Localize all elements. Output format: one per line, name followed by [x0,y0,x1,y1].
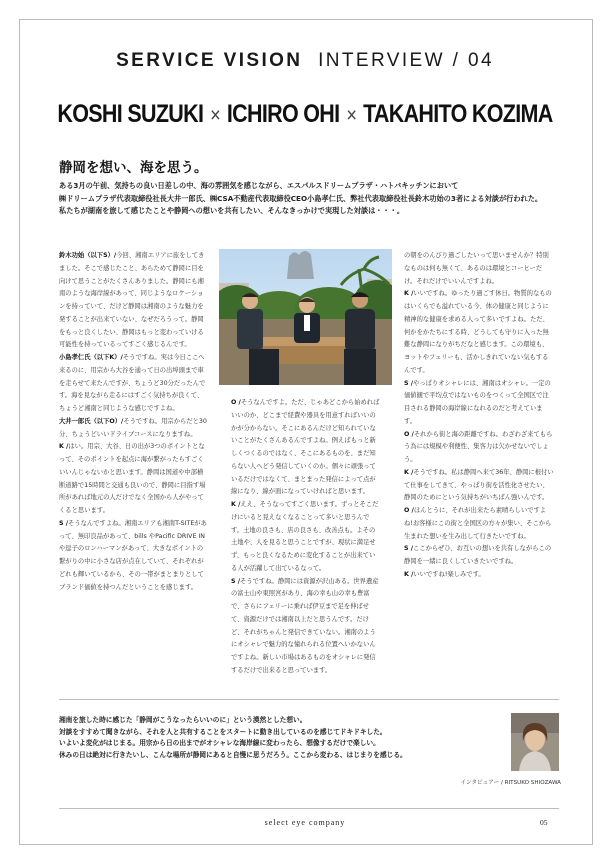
dialogue-paragraph [404,429,554,467]
dialogue-paragraph [404,250,554,288]
dialogue-text: いいですね!楽しみです。 [413,570,485,578]
speaker-label: K / [404,290,414,298]
speaker-label: S / [59,519,69,527]
service-vision-label: SERVICE VISION [116,50,303,71]
interviewer-portrait [511,713,559,771]
dialogue-text: それから街と海の距離ですね。わざわざ来てもらう為には規模や利便性、集客力は欠かせないでしょう。 [404,430,553,463]
dialogue-text: ここからぜひ、お互いの想いを共有しながらこの静岡を一緒に良くしていきたいですね。 [404,545,552,565]
interviewer-portrait-illustration [511,713,559,771]
dialogue-paragraph [404,467,554,505]
speaker-label: S / [404,379,414,387]
dialogue-text: そうですね。私は静岡へ来て36年、静岡に根付いて仕事をしてきて、やっぱり街を活性化させたい、静岡のためにという気持ちがいちばん強いんです。 [404,468,554,502]
dialogue-paragraph [59,441,209,518]
dialogue-paragraph [59,250,209,352]
dialogue-text: そうなんですよ。ただ、じゃあどこから始めればいいのか、どこまで経費や器具を用意すればいいのかが分からない。そこにあるんだけど知られていないことがたくさんあるんですよね。例えばもっと新しくつくるのではなく、そこにあるものを、まだ知らない人へどう発信していくのか。個々に頑張っているだけではなくて、まとまった発信によって点が線になり、線が面になっていければと思います。 [231,399,380,496]
lead-paragraph [59,180,559,218]
dialogue-text: やっぱりオシャレには、湘南はオシャレ。一定の価値観で平均点ではないものをつくって全国区で注目される静岡の海岸線になれるのだと考えています。 [404,379,551,425]
dialogue-text: そうですね。用宗からだと30分、ちょうどいいドライブコースになりますね。 [59,417,207,438]
dialogue-paragraph [404,569,554,582]
dialogue-paragraph [404,288,554,377]
participant-names [43,100,568,129]
interviewer-credit: インタビュアー / RITSUKO SHIOZAWA [460,780,561,786]
afterword-paragraph [59,715,499,761]
body-column-2 [231,397,381,678]
speaker-label: K / [59,443,69,451]
dialogue-text: そうですね。実は今日ここへ来るのに、用宗から大谷を通って日の出埠頭まで車を走らせて来たんですが、ちょうど30分だったんです。海を見ながら走るにはすごく気持ちが良くて、ちょうど湘南と同じような感じですよね。 [59,354,206,412]
footer-company: select eye company [264,818,346,827]
dialogue-paragraph [59,518,209,595]
interview-photo [219,249,392,385]
dialogue-text: そうですね。静岡には資源が沢山ある。世界遺産の富士山や東照宮があり、海の幸も山の幸も豊富で、さらにフェリーに乗れば伊豆まで足を伸ばせて、資源だけでは湘南以上だと思うんです。だけど、それがちゃんと発信できていない。湘南のようにオシャレで魅力的な憧れられる位置へいかないんですよね。新しい市場はあるものをオシャレに発信するだけで出来ると思っています。 [231,577,379,674]
lead-line: ㈱ドリームプラザ代表取締役社長大井一郎氏、㈱CSA不動産代表取締役CEO小島孝仁氏、弊社代表取締役社長鈴木功始の3者による対談が行われた。 [59,193,543,203]
lead-line: ある3月の午前、気持ちの良い日差しの中、海の雰囲気を感じながら、エスパルスドリームプラザ・ハトバキッチンにおいて [59,181,459,190]
speaker-label: S / [404,545,414,553]
interview-label: INTERVIEW / 04 [318,50,494,71]
dialogue-text: 今回、湘南エリアに旅をしてきました。そこで感じたこと、あらためて静岡に目を向けて思うことがたくさんありました。静岡にも湘南のような海岸線があって、同じようなロケーションを持っていて、だけど静岡は湘南のような魅力を発することが出来ていない、なぜだろうって。静岡をもっと良くしたい、静岡はもっと変わっていける可能性を持っているってすごく感じるんです。 [59,252,205,349]
dialogue-paragraph [59,352,209,416]
dialogue-paragraph [404,543,554,569]
dialogue-text: ええ、そうなってすごく思います。ずっとそこだけにいると見えなくなることって多いと思うんです。土地の良さも、店の良さも、改善点も。よその土地や、人を見ると思うことですが、現状に満足せず、もっと良くなるために変化することが出来ている人が活躍して出ているなって。 [231,501,379,572]
dialogue-paragraph [231,576,381,678]
speaker-label: 小島孝仁氏（以下K）/ [59,354,123,361]
speaker-label: K / [231,501,241,508]
speaker-label: O / [404,507,414,514]
article-title: 静岡を想い、海を思う。 [59,160,208,176]
afterword-line: いよいよ変化がはじまる。用宗から日の出までがオシャレな海岸線に変わったら、想像するだけで楽しい。 [59,739,380,748]
dialogue-paragraph [231,499,381,576]
lead-line: 私たちが湖南を旅して感じたことや静岡への想いを共有したい、そんなきっかけで実現した対談は・・・。 [59,206,405,216]
body-column-1 [59,250,209,594]
dialogue-text: ほんとうに、それが出来たら素晴らしいですよね!お客様にこの街と全国区の方々が集い、そこから生まれた想いを生み出して行きたいですね。 [404,507,552,540]
interview-photo-illustration [219,249,392,385]
name-takahito-kozima: TAKAHITO KOZIMA [363,100,553,128]
speaker-label: O / [404,430,414,438]
dialogue-paragraph [231,397,381,499]
speaker-label: S / [231,577,241,585]
name-ichiro-ohi: ICHIRO OHI [226,100,340,128]
body-column-3 [404,250,554,582]
separator-cross: × [210,104,220,127]
afterword-line: 対談をすすめて聞きながら、それを人と共有することをスタートに動き出しているのを感じてドキドキした。 [59,727,387,736]
section-divider [59,699,559,700]
name-koshi-suzuki: KOSHI SUZUKI [57,100,204,128]
speaker-label: 大井一郎氏（以下O）/ [59,417,124,425]
speaker-label: K / [404,468,414,476]
page-number: 05 [540,818,548,827]
afterword-line: 休みの日は絶対に行きたいし、こんな場所が静岡にあると自慢に思うだろう。ここから変わる、はじまりを感じる。 [59,750,407,759]
footer-divider [59,808,559,809]
dialogue-text: そうなんですよね。湘南エリアも湘南T-SITEがあって、無印良品があって、bills やPacific DRIVE INや逗子のロンハーマンがあって、大きなポイントの繋がりの中に小さな店が点在していて、それぞれがどれも輝いているから、その一帯がまとまりとしてブランド価値を持つんだということを感じます。 [59,519,207,591]
dialogue-text: いいですね。ゆったり過ごす休日。物質的なものはいくらでも溢れている今、体の健康と同じように精神的な健康を求める人って多いですよね。ただ、何かをかたちにする時、どうしても守りに入った無難な静岡になりがちだなと感じます。この環境も、ヨットやフェリーも、活かしきれていない気もするんです。 [404,290,552,374]
speaker-label: 鈴木功始（以下S）/ [59,252,117,259]
dialogue-paragraph [404,505,554,543]
dialogue-paragraph [59,416,209,442]
speaker-label: K / [404,570,414,578]
speaker-label: O / [231,399,241,406]
dialogue-paragraph [404,378,554,429]
section-header [0,50,610,72]
dialogue-text: はい。用宗、大谷、日の出が3つのポイントとなって、そのポイントを起点に海が繋がったらすごくいいんじゃないかと思います。静岡は国道や中部横断道路で15時間と交通も良いので、静岡に目指す場所があれば地元の人だけでなく全国から人がやってくると思います。 [59,443,206,514]
separator-cross: × [346,104,357,127]
dialogue-text: の朝をのんびり過ごしたいって思いませんか？特別なものは何も無くて、あるのは環境とコーヒーだけ。それだけでいいんですよね。 [404,252,549,285]
afterword-line: 湘南を旅した時に感じた「静岡がこうなったらいいのに」という漠然とした想い。 [59,716,307,724]
